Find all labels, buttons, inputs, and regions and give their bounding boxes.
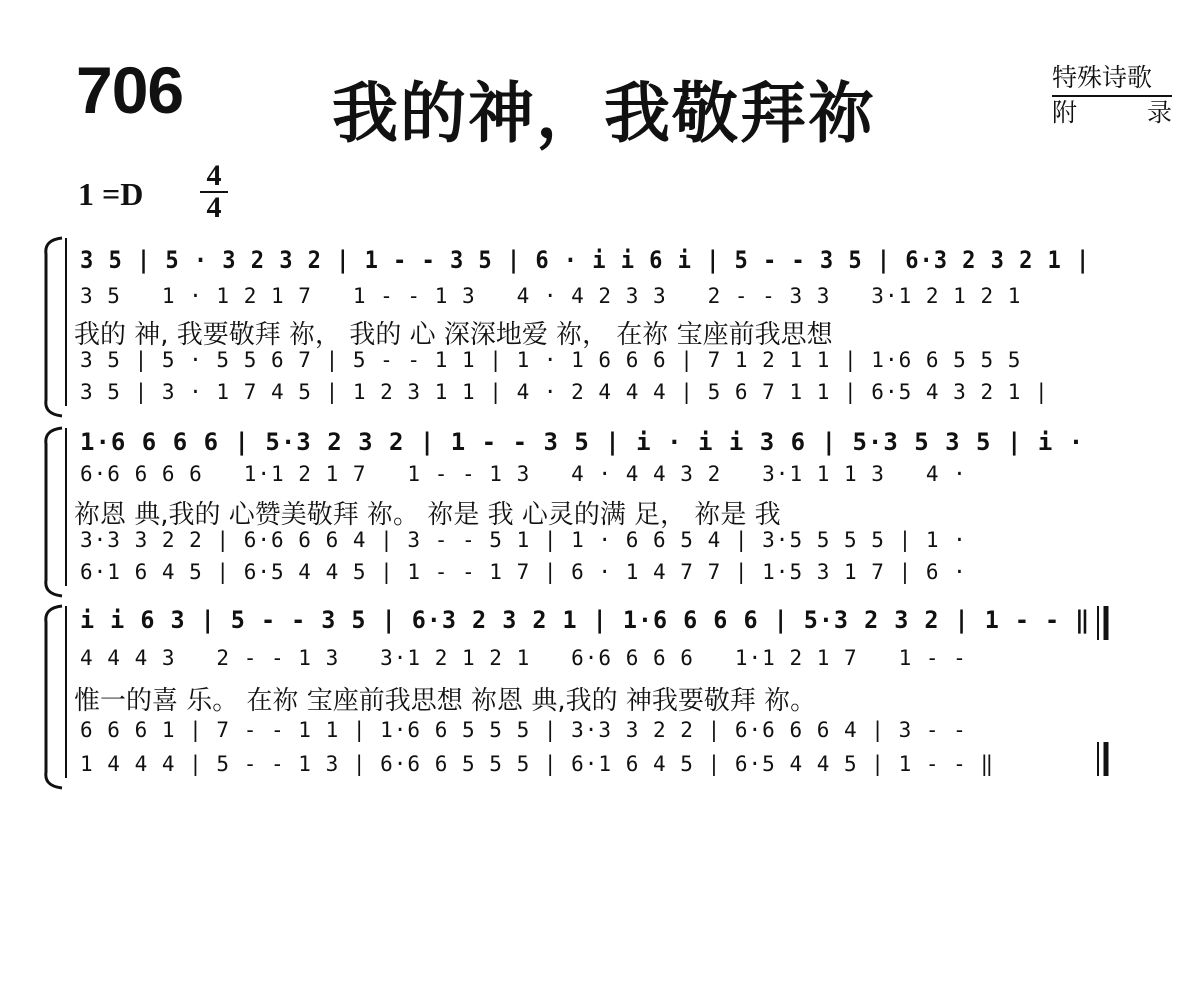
- system-1-bass: 3 5 | 3 · 1 7 4 5 | 1 2 3 1 1 | 4 · 2 4 4 4 | 5 6 7 1 1 | 6·5 4 3 2 1 |: [80, 380, 1049, 404]
- system-1-lyrics: 我的 神, 我要敬拜 祢， 我的 心 深深地爱 祢， 在祢 宝座前我思想: [74, 320, 833, 350]
- system-3-bass: 1 4 4 4 | 5 - - 1 3 | 6·6 6 5 5 5 | 6·1 6 4 5 | 6·5 4 4 5 | 1 - - ‖: [80, 752, 995, 776]
- system-2-alto: 6·6 6 6 6 1·1 2 1 7 1 - - 1 3 4 · 4 4 3 2 3·1 1 1 3 4 ·: [80, 462, 967, 486]
- system-2-lyrics: 祢恩 典,我的 心赞美敬拜 祢。 祢是 我 心灵的满 足， 祢是 我: [74, 500, 781, 530]
- time-signature-top: 4: [206, 159, 222, 192]
- hymn-number: 706: [76, 53, 184, 127]
- system-bracket-1: [46, 238, 62, 416]
- system-3-alto: 4 4 4 3 2 - - 1 3 3·1 2 1 2 1 6·6 6 6 6 1·1 2 1 7 1 - -: [80, 646, 967, 670]
- system-2-bass: 6·1 6 4 5 | 6·5 4 4 5 | 1 - - 1 7 | 6 · 1 4 7 7 | 1·5 3 1 7 | 6 ·: [80, 560, 967, 584]
- key-signature: 1 =D: [78, 176, 144, 212]
- system-bracket-3: [46, 606, 62, 788]
- system-bracket-group: [46, 238, 62, 788]
- system-3-lyrics: 惟一的喜 乐。 在祢 宝座前我思想 祢恩 典,我的 神我要敬拜 祢。: [74, 686, 817, 716]
- system-bracket-2: [46, 428, 62, 596]
- system-1-alto: 3 5 1 · 1 2 1 7 1 - - 1 3 4 · 4 2 3 3 2 - - 3 3 3·1 2 1 2 1: [80, 284, 1022, 308]
- category-name: 特殊诗歌: [1052, 62, 1172, 97]
- system-2-soprano: 1·6 6 6 6 | 5·3 2 3 2 | 1 - - 3 5 | i · i i 3 6 | 5·3 5 3 5 | i ·: [80, 428, 1085, 456]
- system-2-tenor: 3·3 3 2 2 | 6·6 6 6 4 | 3 - - 5 1 | 1 · 6 6 5 4 | 3·5 5 5 5 | 1 ·: [80, 528, 967, 552]
- system-1-soprano: 3 5 | 5 · 3 2 3 2 | 1 - - 3 5 | 6 · i i 6 i | 5 - - 3 5 | 6·3 2 3 2 1 |: [80, 246, 1091, 274]
- system-3-tenor: 6 6 6 1 | 7 - - 1 1 | 1·6 6 5 5 5 | 3·3 3 2 2 | 6·6 6 6 4 | 3 - -: [80, 718, 967, 742]
- appendix-char-2: 录: [1146, 98, 1172, 127]
- system-3-soprano: i i 6 3 | 5 - - 3 5 | 6·3 2 3 2 1 | 1·6 6 6 6 | 5·3 2 3 2 | 1 - - ‖: [80, 606, 1091, 634]
- appendix-char-1: 附: [1052, 98, 1078, 127]
- time-signature-bottom: 4: [206, 191, 222, 224]
- system-1-tenor: 3 5 | 5 · 5 5 6 7 | 5 - - 1 1 | 1 · 1 6 6 6 | 7 1 2 1 1 | 1·6 6 5 5 5: [80, 348, 1022, 372]
- hymn-title: 我的神，我敬拜祢: [332, 75, 876, 152]
